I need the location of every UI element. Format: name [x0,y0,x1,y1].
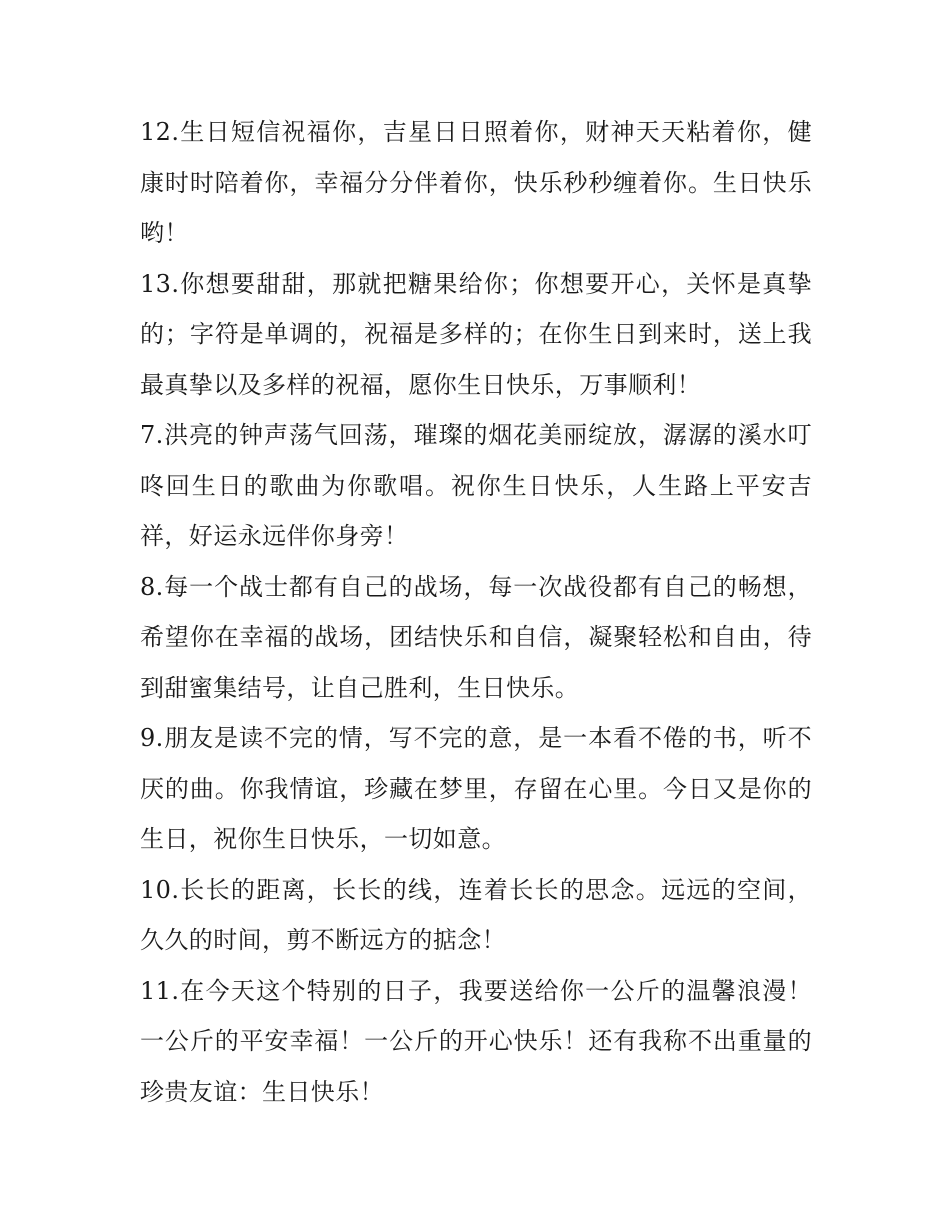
paragraph-11: 11.在今天这个特别的日子，我要送给你一公斤的温馨浪漫！一公斤的平安幸福！一公斤的开心快乐！还有我称不出重量的珍贵友谊：生日快乐！ [140,976,812,1106]
paragraph-9: 9.朋友是读不完的情，写不完的意，是一本看不倦的书，听不厌的曲。你我情谊，珍藏在梦里，存留在心里。今日又是你的生日，祝你生日快乐，一切如意。 [140,724,812,853]
document-body [140,107,812,1117]
paragraph-13: 13.你想要甜甜，那就把糖果给你；你想要开心，关怀是真挚的；字符是单调的，祝福是多样的；在你生日到来时，送上我最真挚以及多样的祝福，愿你生日快乐，万事顺利！ [140,269,812,399]
paragraph-12: 12.生日短信祝福你，吉星日日照着你，财神天天粘着你，健康时时陪着你，幸福分分伴着你，快乐秒秒缠着你。生日快乐哟！ [140,118,812,247]
paragraph-8: 8.每一个战士都有自己的战场，每一次战役都有自己的畅想，希望你在幸福的战场，团结快乐和自信，凝聚轻松和自由，待到甜蜜集结号，让自己胜利，生日快乐。 [140,572,812,702]
paragraph-10: 10.长长的距离，长长的线，连着长长的思念。远远的空间，久久的时间，剪不断远方的掂念！ [140,875,812,954]
paragraph-7: 7.洪亮的钟声荡气回荡，璀璨的烟花美丽绽放，潺潺的溪水叮咚回生日的歌曲为你歌唱。祝你生日快乐，人生路上平安吉祥，好运永远伴你身旁！ [140,421,812,550]
